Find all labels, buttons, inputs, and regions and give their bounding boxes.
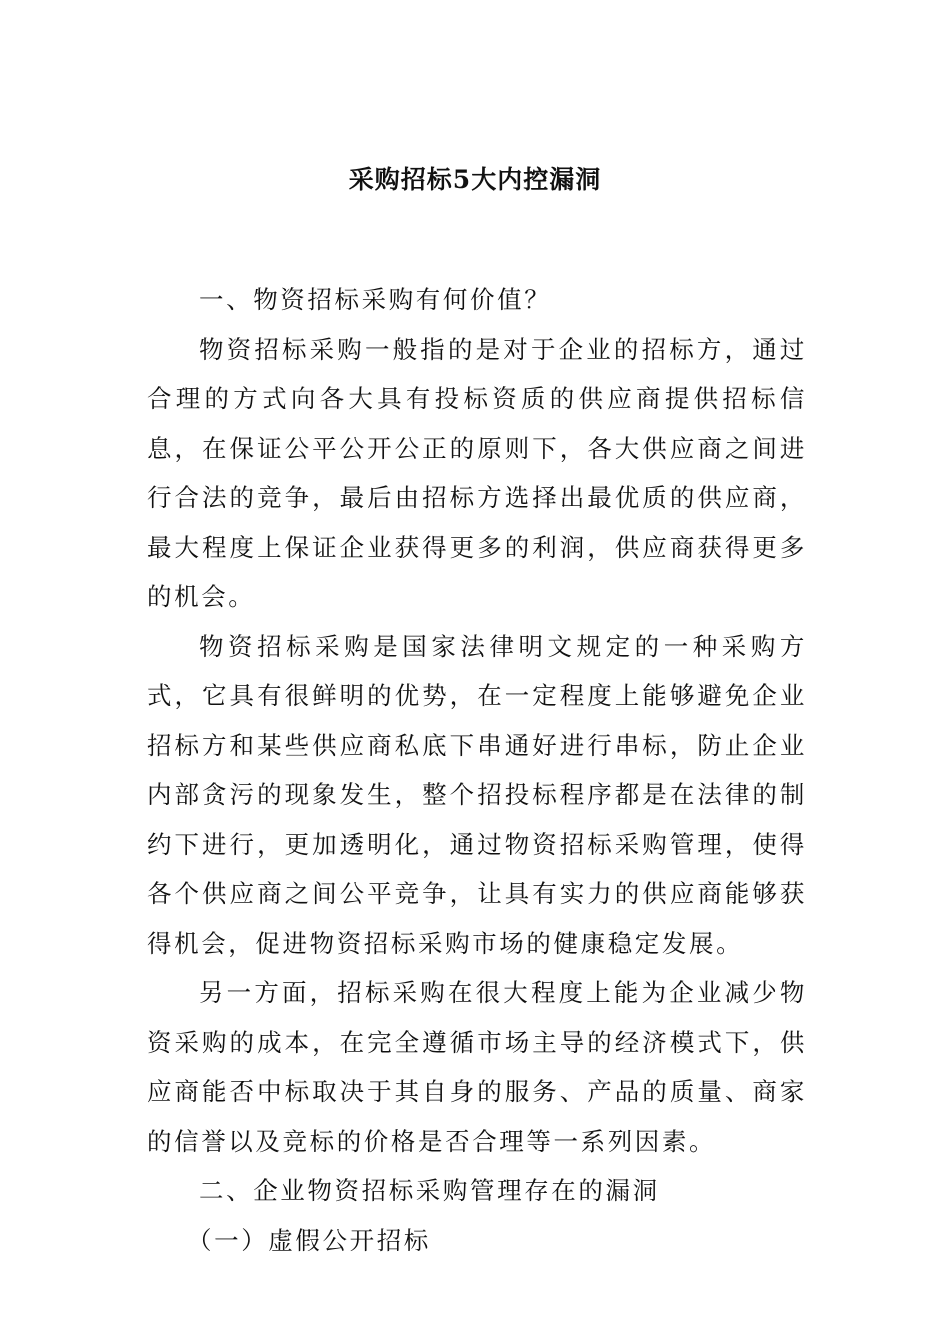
document-title: 采购招标5大内控漏洞 (348, 165, 602, 194)
paragraph-2: 物资招标采购是国家法律明文规定的一种采购方式，它具有很鲜明的优势，在一定程度上能够避免企业招标方和某些供应商私底下串通好进行串标，防止企业内部贪污的现象发生，整个招投标程序都是在法律的制约下进行，更加透明化，通过物资招标采购管理，使得各个供应商之间公平竞争，让具有实力的供应商能够获得机会，促进物资招标采购市场的健康稳定发展。 (147, 631, 807, 958)
section-heading-1: 一、物资招标采购有何价值？ (199, 285, 552, 314)
document-body (147, 275, 807, 1265)
paragraph-1: 物资招标采购一般指的是对于企业的招标方，通过合理的方式向各大具有投标资质的供应商提供招标信息，在保证公平公开公正的原则下，各大供应商之间进行合法的竞争，最后由招标方选择出最优质的供应商，最大程度上保证企业获得更多的利润，供应商获得更多的机会。 (147, 334, 807, 611)
subsection-heading-1: （一）虚假公开招标 (187, 1225, 431, 1255)
section-heading-2: 二、企业物资招标采购管理存在的漏洞 (199, 1176, 660, 1205)
paragraph-3: 另一方面，招标采购在很大程度上能为企业减少物资采购的成本，在完全遵循市场主导的经济模式下，供应商能否中标取决于其自身的服务、产品的质量、商家的信誉以及竞标的价格是否合理等一系列因素。 (147, 978, 807, 1156)
